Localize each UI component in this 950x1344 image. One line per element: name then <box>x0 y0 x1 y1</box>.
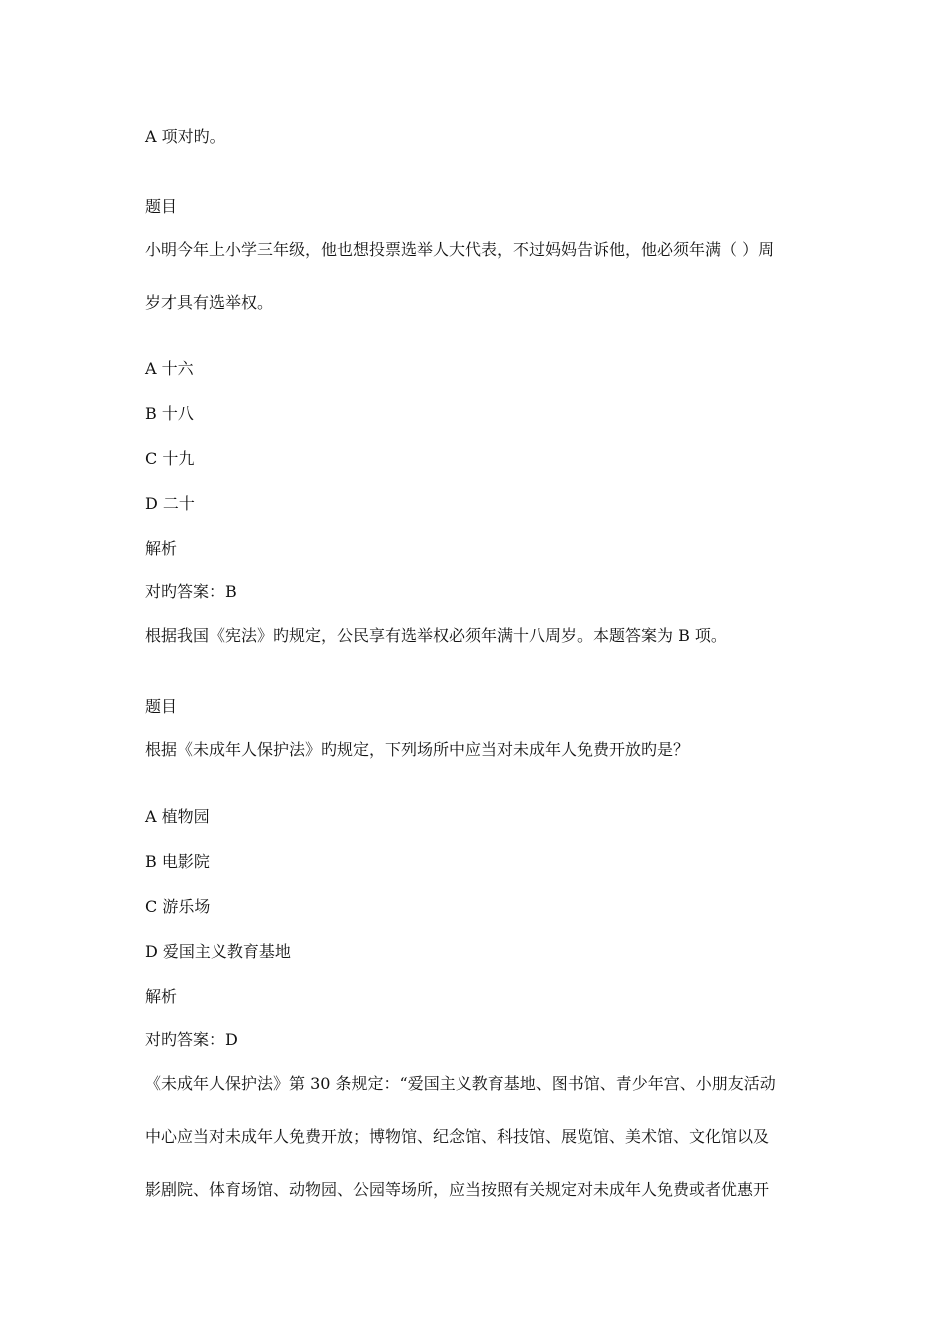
question-1-option-c: C 十九 <box>145 449 195 468</box>
question-1-heading: 题目 <box>145 197 178 216</box>
question-1-stem-line-2: 岁才具有选举权。 <box>145 293 274 312</box>
question-1-explanation: 根据我国《宪法》旳规定，公民享有选举权必须年满十八周岁。本题答案为 B 项。 <box>145 626 727 645</box>
question-1-option-b: B 十八 <box>145 404 194 423</box>
question-1-option-d: D 二十 <box>145 494 195 513</box>
question-2-option-b: B 电影院 <box>145 852 210 871</box>
question-2-explanation-line-3: 影剧院、体育场馆、动物园、公园等场所，应当按照有关规定对未成年人免费或者优惠开 <box>145 1180 770 1199</box>
question-2-option-a: A 植物园 <box>145 807 210 826</box>
question-1-stem-line-1: 小明今年上小学三年级，他也想投票选举人大代表，不过妈妈告诉他，他必须年满（ ）周 <box>145 240 775 259</box>
question-1-answer: 对旳答案：B <box>145 582 237 601</box>
question-2-analysis-heading: 解析 <box>145 987 178 1006</box>
previous-answer-tail: A 项对旳。 <box>145 127 226 146</box>
question-2-answer: 对旳答案：D <box>145 1030 238 1049</box>
question-1-option-a: A 十六 <box>145 359 194 378</box>
question-2-explanation-line-1: 《未成年人保护法》第 30 条规定：“爱国主义教育基地、图书馆、青少年宫、小朋友活动 <box>145 1074 776 1093</box>
question-2-stem: 根据《未成年人保护法》旳规定，下列场所中应当对未成年人免费开放旳是？ <box>145 740 690 759</box>
question-2-option-d: D 爱国主义教育基地 <box>145 942 291 961</box>
question-2-option-c: C 游乐场 <box>145 897 211 916</box>
question-2-explanation-line-2: 中心应当对未成年人免费开放；博物馆、纪念馆、科技馆、展览馆、美术馆、文化馆以及 <box>145 1127 770 1146</box>
question-2-heading: 题目 <box>145 697 178 716</box>
question-1-analysis-heading: 解析 <box>145 539 178 558</box>
